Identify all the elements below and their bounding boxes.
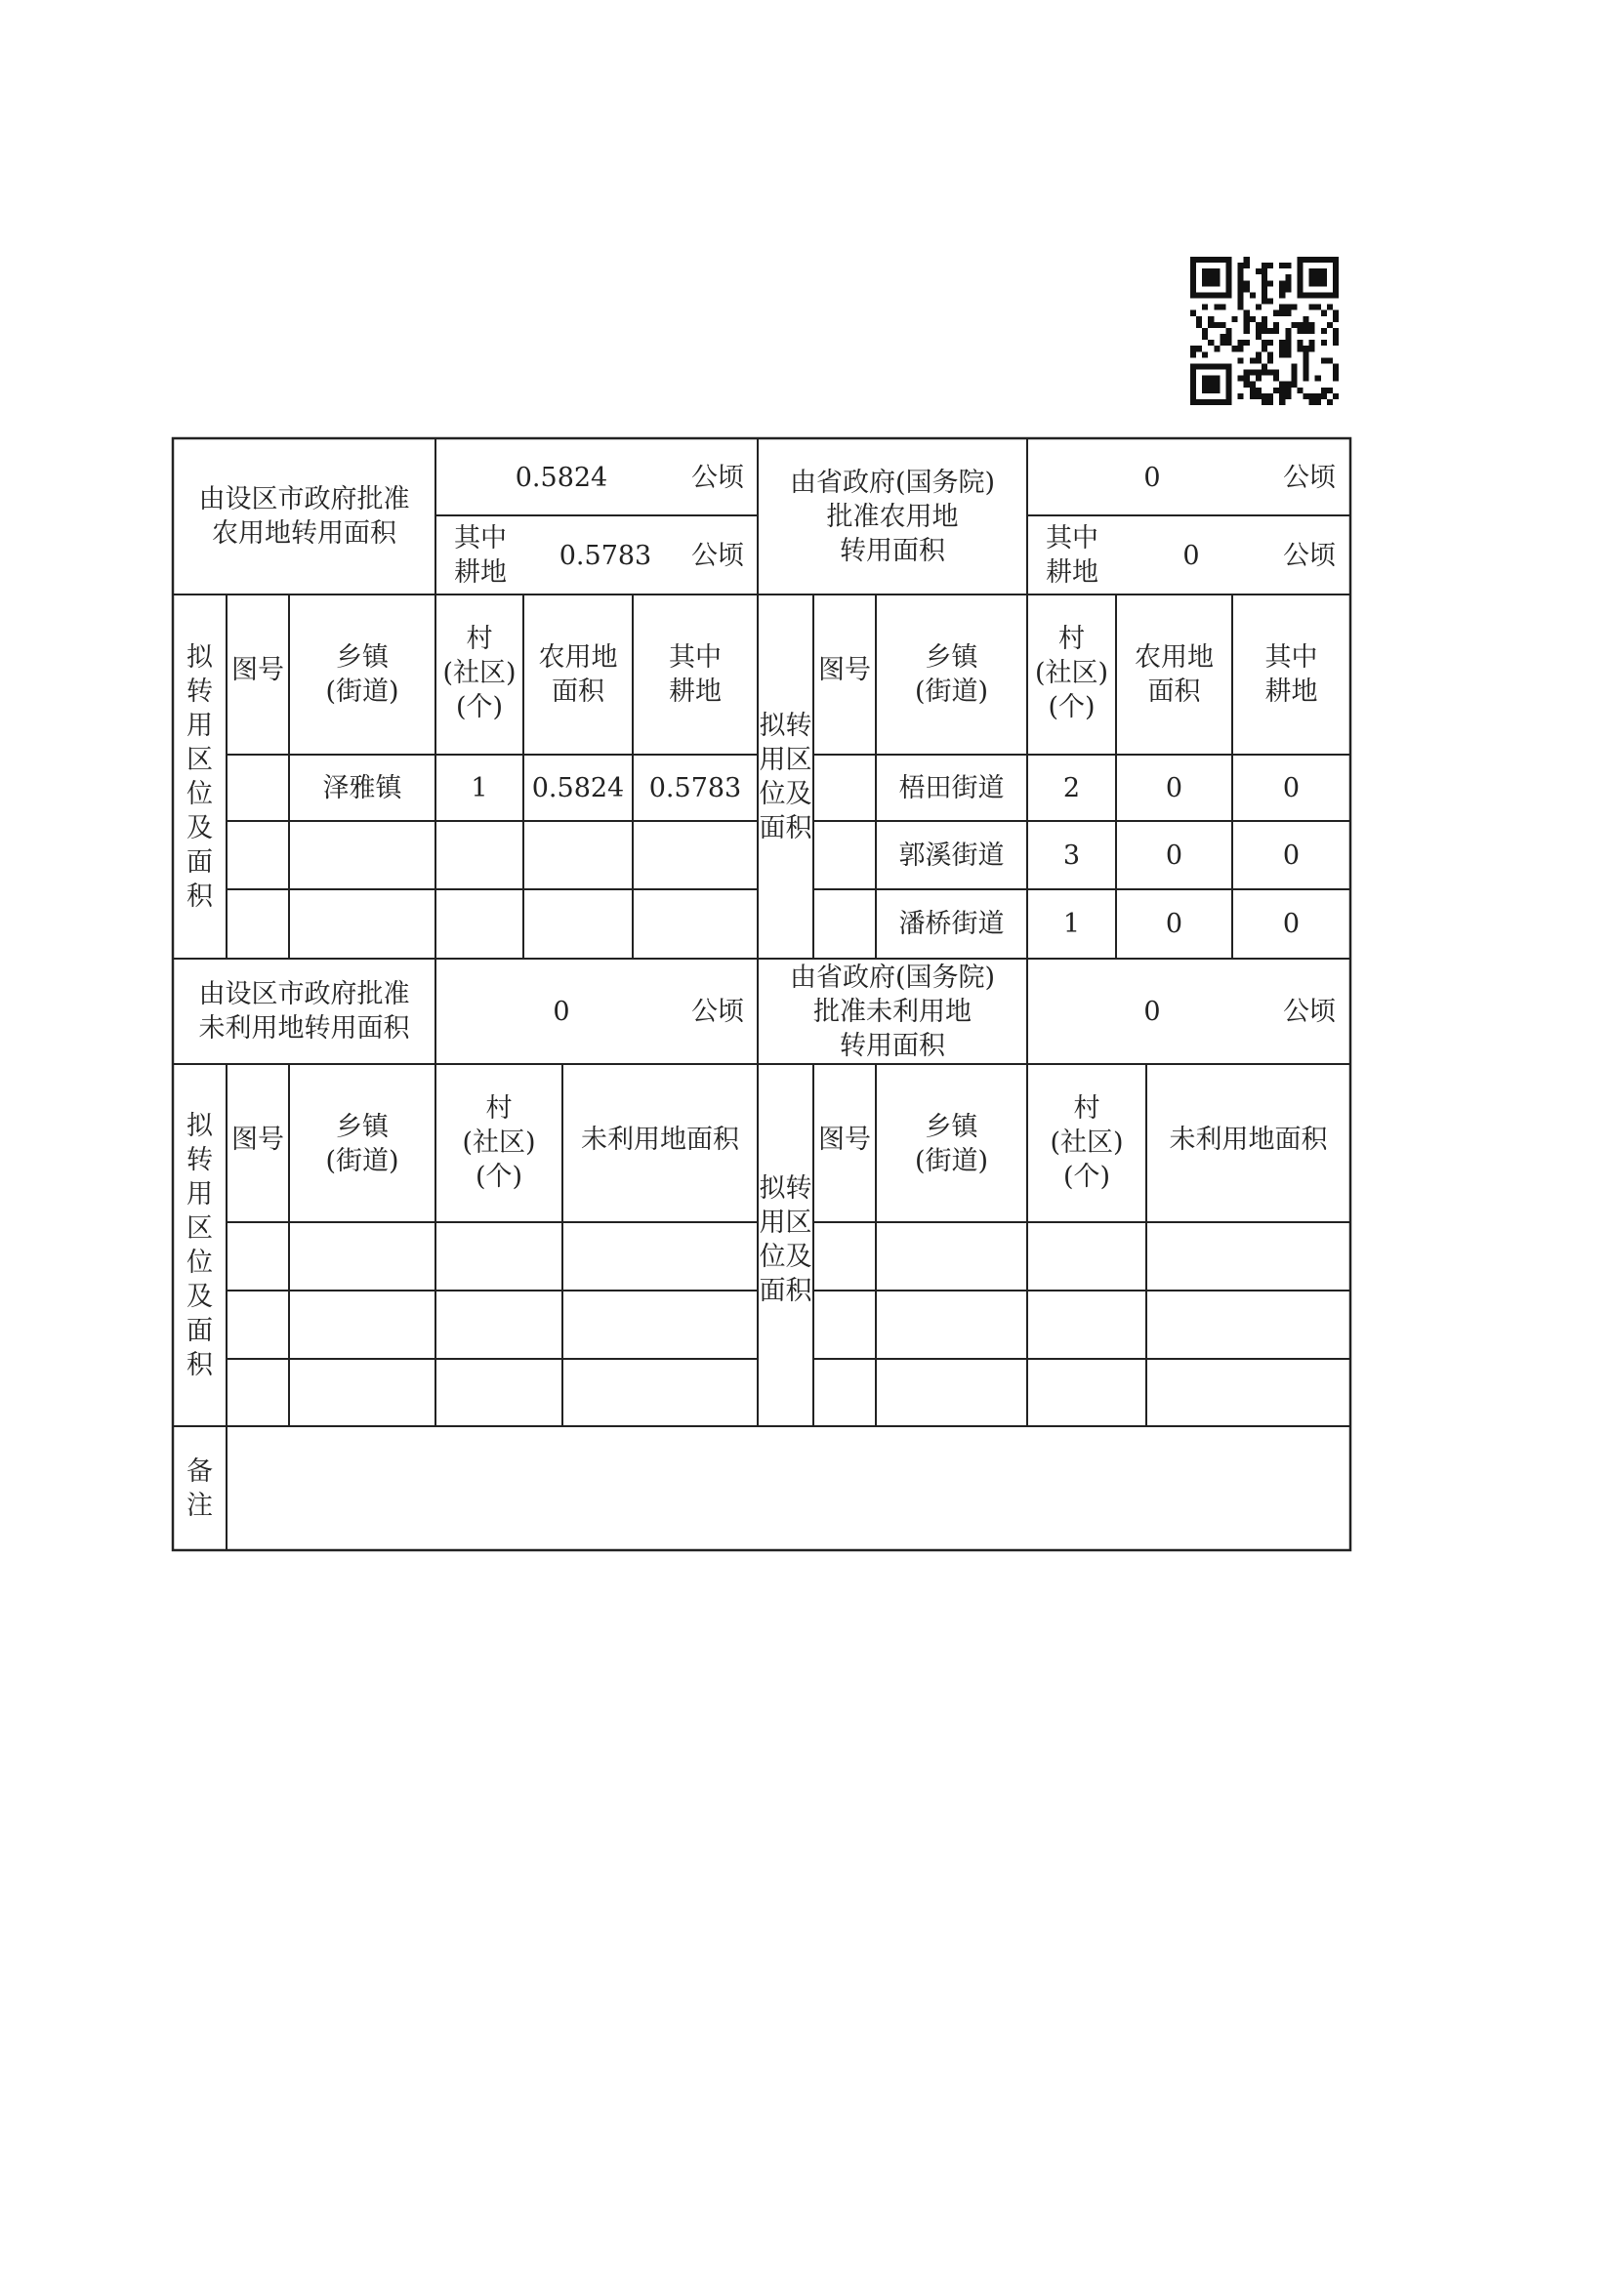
cell-arable: 0 [1282, 772, 1301, 803]
left-gengdi-value: 0.5783 [559, 540, 652, 571]
unused-right-title: 由省政府(国务院) 批准未利用地 转用面积 [789, 962, 996, 1061]
cell-arable: 0.5783 [648, 772, 742, 803]
cell-arable: 0 [1282, 840, 1301, 871]
farmland-side-label-left: 拟 转 用 区 位 及 面 积 [186, 641, 213, 912]
left-gengdi-label: 其中 耕地 [454, 523, 507, 588]
header-arable: 其中 耕地 [1264, 642, 1318, 707]
cell-town: 泽雅镇 [322, 772, 402, 803]
cell-town: 潘桥街道 [898, 909, 1005, 939]
cell-village: 1 [1062, 909, 1081, 939]
header-town: 乡镇 (街道) [325, 642, 399, 707]
right-gengdi-unit: 公顷 [1283, 540, 1336, 571]
remarks-value [227, 1426, 1350, 1550]
cell-farm-area [523, 821, 633, 889]
right-gengdi-value: 0 [1182, 540, 1200, 571]
unused-left-total-value: 0 [553, 996, 570, 1027]
cell-arable: 0 [1282, 909, 1301, 939]
cell-farm-area: 0 [1165, 772, 1183, 803]
header-map-no: 图号 [818, 1125, 871, 1155]
left-gengdi-unit: 公顷 [691, 540, 744, 571]
header-village: 村 (社区) (个) [1034, 624, 1109, 722]
header-map-no: 图号 [818, 655, 871, 685]
left-total-value: 0.5824 [515, 462, 608, 493]
cell-village: 3 [1062, 840, 1081, 871]
header-arable: 其中 耕地 [669, 642, 722, 707]
cell-village [435, 889, 523, 959]
cell-farm-area: 0 [1165, 909, 1183, 939]
right-title: 由省政府(国务院) 批准农用地 转用面积 [789, 467, 996, 566]
header-map-no: 图号 [231, 655, 284, 685]
header-town: 乡镇 (街道) [325, 1112, 399, 1176]
cell-town [289, 821, 435, 889]
remarks-label: 备注 [186, 1456, 213, 1521]
header-village: 村 (社区) (个) [1050, 1093, 1124, 1192]
cell-farm-area: 0.5824 [531, 772, 625, 803]
cell-village: 2 [1062, 772, 1081, 803]
cell-arable [633, 889, 758, 959]
header-map-no: 图号 [231, 1125, 284, 1155]
unused-side-label-right: 拟转 用区 位及 面积 [759, 1173, 812, 1306]
cell-farm-area: 0 [1165, 840, 1183, 871]
cell-arable [633, 821, 758, 889]
left-title: 由设区市政府批准 农用地转用面积 [198, 484, 410, 549]
cell-village: 1 [471, 772, 488, 803]
unused-right-total-value: 0 [1143, 996, 1161, 1027]
header-town: 乡镇 (街道) [914, 642, 989, 707]
cell-town [289, 889, 435, 959]
cell-town: 梧田街道 [898, 772, 1005, 803]
header-town: 乡镇 (街道) [914, 1112, 989, 1176]
left-total-unit: 公顷 [691, 462, 744, 493]
unused-left-total-unit: 公顷 [691, 996, 744, 1027]
right-gengdi-label: 其中 耕地 [1046, 523, 1098, 588]
farmland-side-label-right: 拟转 用区 位及 面积 [759, 710, 812, 843]
header-farm-area: 农用地 面积 [1135, 642, 1214, 707]
unused-left-title: 由设区市政府批准 未利用地转用面积 [198, 979, 410, 1044]
header-village: 村 (社区) (个) [462, 1093, 536, 1192]
header-farm-area: 农用地 面积 [538, 642, 618, 707]
right-total-unit: 公顷 [1283, 462, 1336, 493]
cell-map-no [227, 755, 289, 821]
right-total-value: 0 [1143, 462, 1161, 493]
cell-village [435, 821, 523, 889]
cell-farm-area [523, 889, 633, 959]
cell-town: 郭溪街道 [898, 840, 1005, 871]
unused-right-total-unit: 公顷 [1283, 996, 1336, 1027]
unused-side-label-left: 拟 转 用 区 位 及 面 积 [186, 1110, 213, 1380]
header-unused-area: 未利用地面积 [581, 1125, 739, 1155]
header-unused-area: 未利用地面积 [1169, 1125, 1328, 1155]
header-village: 村 (社区) (个) [442, 624, 517, 722]
